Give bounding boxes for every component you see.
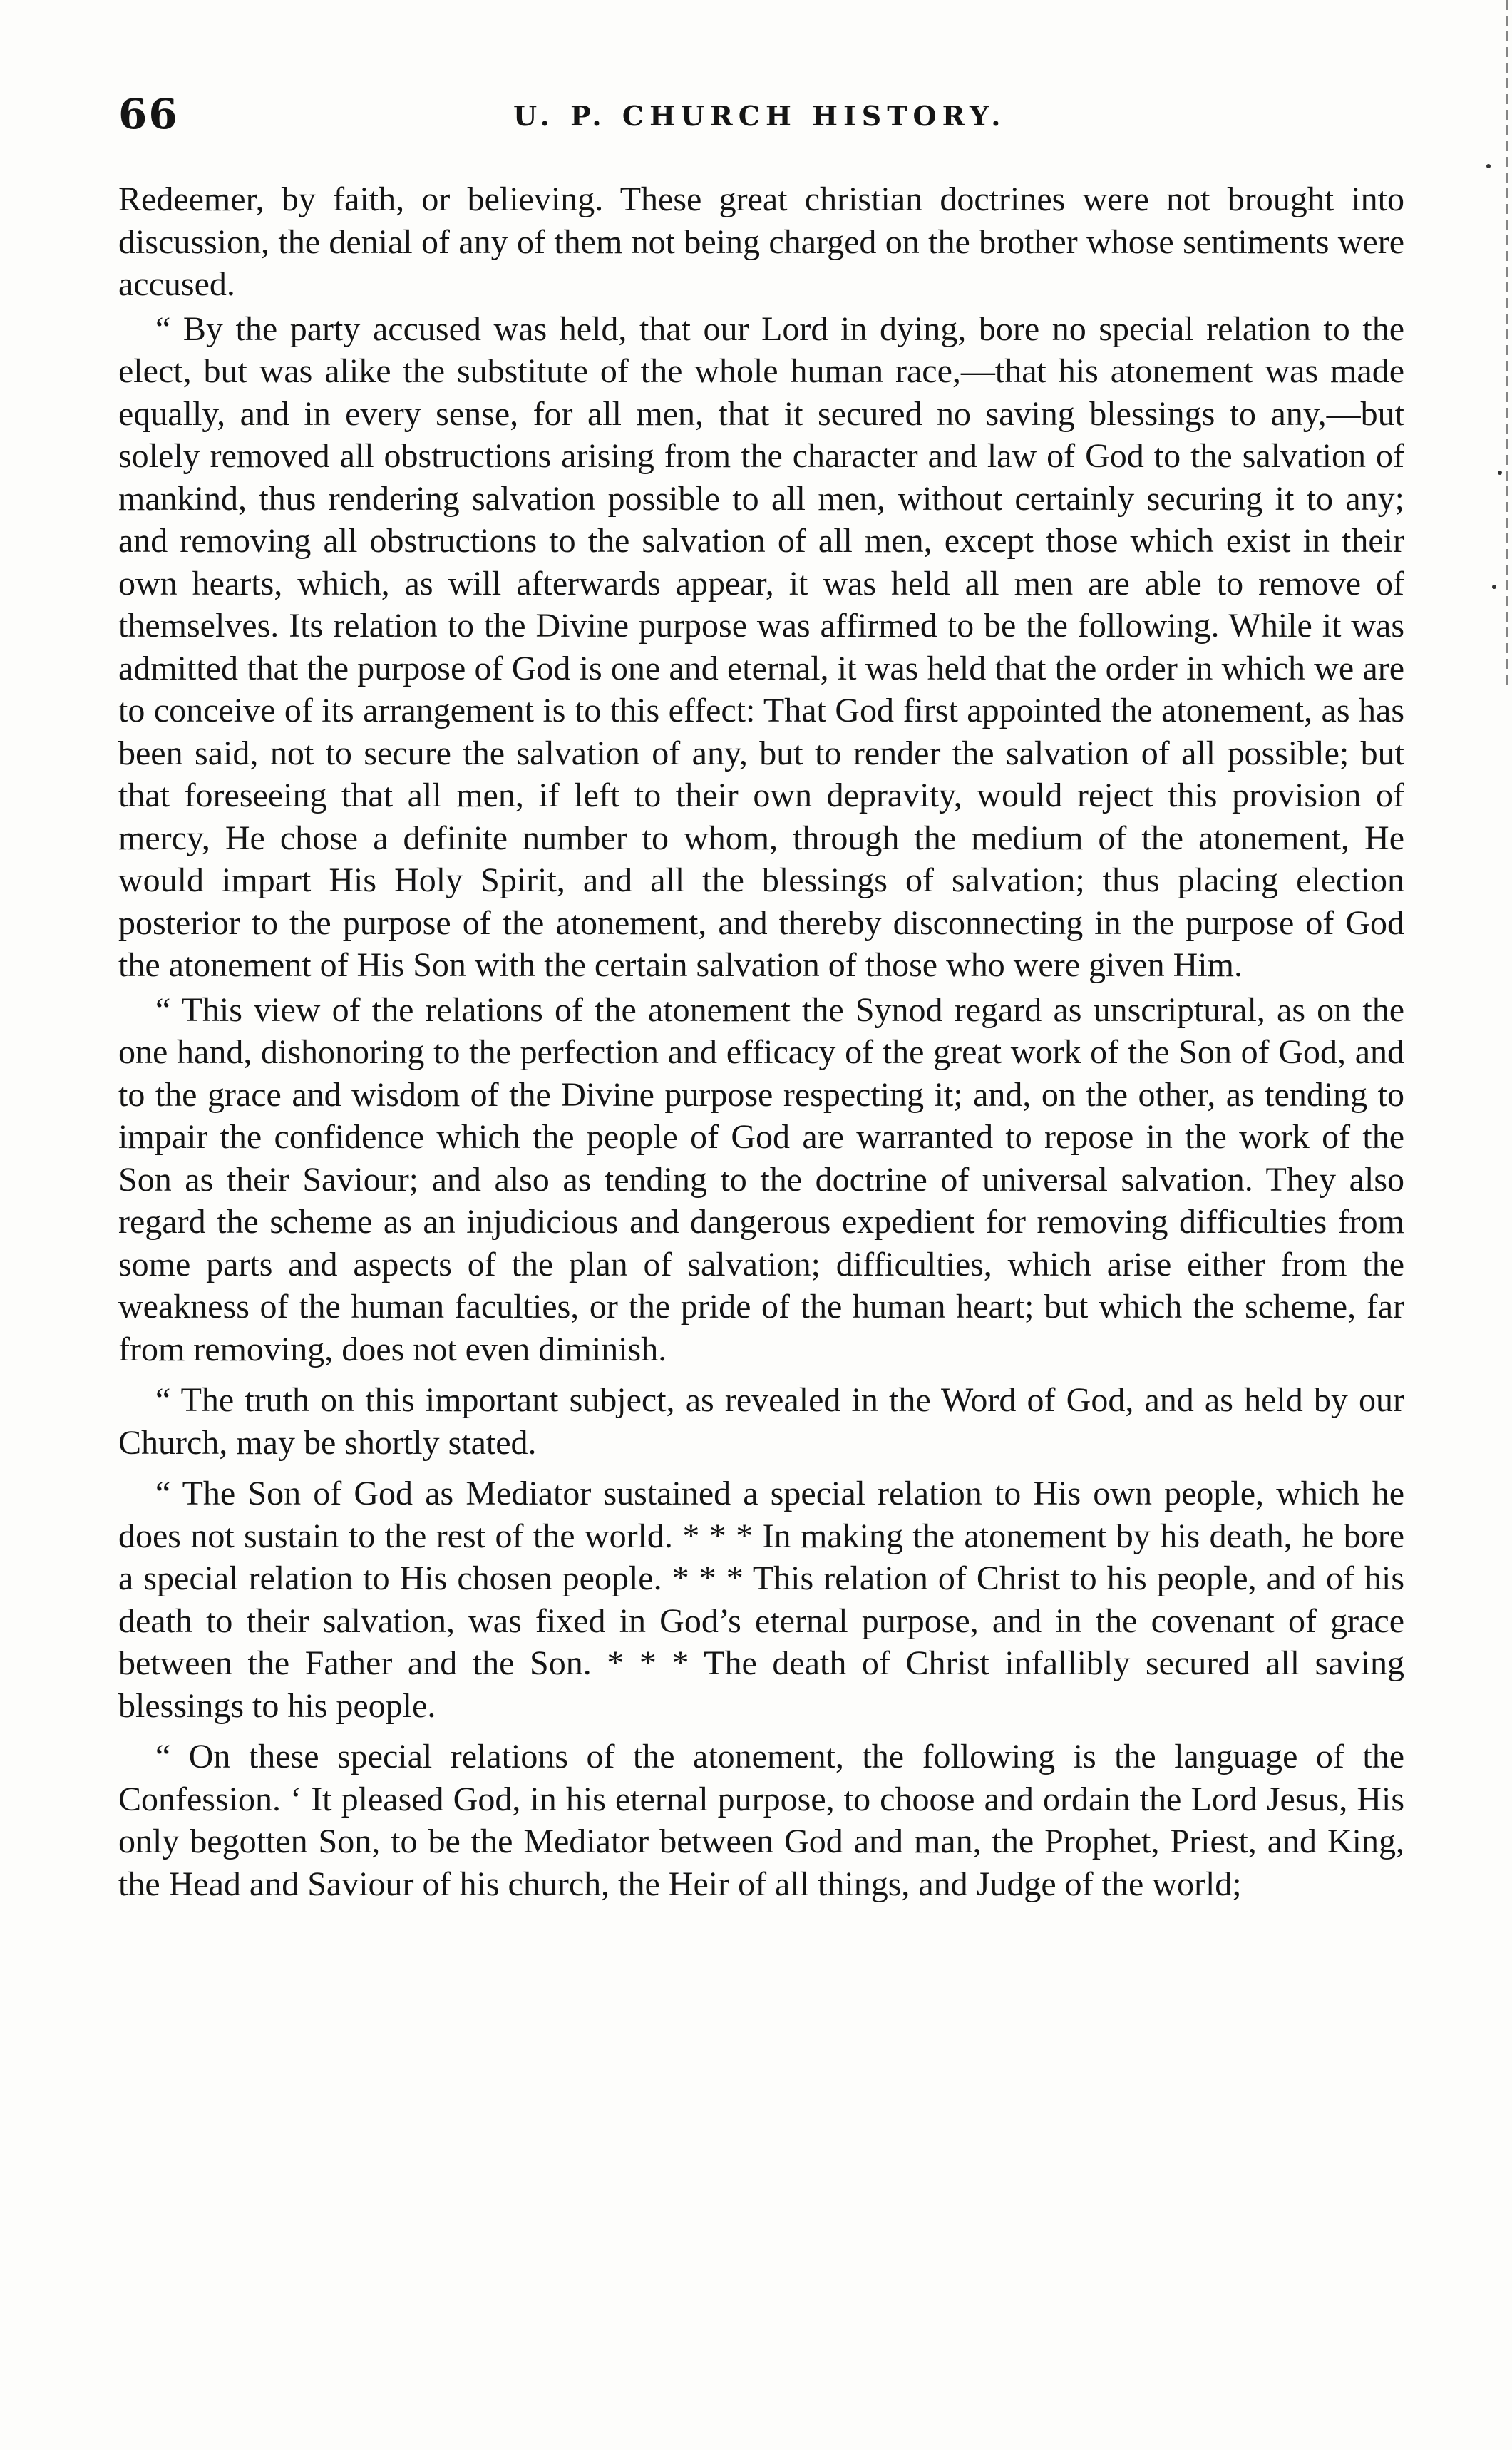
binding-edge-line [1506, 0, 1508, 685]
paragraph-continuation: Redeemer, by faith, or believing. These great christian doctrines were not brought into discussion, the denial of any of them not being charged on the brother whose sentiments were accused. [118, 180, 1404, 303]
paragraph-truth-stated: “ The truth on this important subject, as revealed in the Word of God, and as held by our Church, may be shortly stated. [118, 1381, 1404, 1462]
running-head [114, 86, 1397, 143]
paragraph-son-of-god-mediator: “ The Son of God as Mediator sustained a special relation to His own people, which he does not sustain to the rest of the world. * * * In making the atonement by his death, he bore a special relation to His chosen people. * * * This relation of Christ to his people, and of his death to their salvation, was fixed in God’s eternal purpose, and in the covenant of grace between the Father and the Son. * * * The death of Christ infallibly secured all saving blessings to his people. [118, 1475, 1404, 1725]
paragraph-accused-views: “ By the party accused was held, that our Lord in dying, bore no special relation to the elect, but was alike the substitute of the whole human race,—that his atonement was made equally, and in every sense, for all men, that it secured no saving blessings to any,—but solely removed all obstructions arising from the character and law of God to the salvation of mankind, thus rendering salvation possible to all men, without certainly securing it to any; and removing all obstructions to the salvation of all men, except those which exist in their own hearts, which, as will afterwards appear, it was held all men are able to remove of themselves. Its relation to the Divine purpose was affirmed to be the following. While it was admitted that the purpose of God is one and eternal, it was held that the order in which we are to conceive of its arrangement is to this effect: That God first appointed the atonement, as has been said, not to secure the salvation of any, but to render the salvation of all possible; but that foreseeing that all men, if left to their own depravity, would reject this provision of mercy, He chose a definite number to whom, through the medium of the atonement, He would impart His Holy Spirit, and all the blessings of salvation; thus placing election posterior to the purpose of the atonement, and thereby disconnecting in the purpose of God the atonement of His Son with the certain salvation of those who were given Him. [118, 309, 1404, 984]
paragraph-synod-judgment: “ This view of the relations of the atonement the Synod regard as unscriptural, as on the one hand, dishonoring to the perfection and efficacy of the great work of the Son of God, and to the grace and wisdom of the Divine purpose respecting it; and, on the other, as tending to impair the confidence which the people of God are warranted to repose in the work of the Son as their Saviour; and also as tending to the doctrine of universal salvation. They also regard the scheme as an injudicious and dangerous expedient for removing difficulties from some parts and aspects of the plan of salvation; difficulties, which arise either from the weakness of the human faculties, or the pride of the human heart; but which the scheme, far from removing, does not even diminish. [118, 990, 1404, 1368]
body-text [118, 178, 1404, 1905]
edge-speck [1486, 164, 1491, 168]
page-number: 66 [118, 90, 179, 138]
page-edge-marks [1482, 0, 1512, 713]
paragraph-confession-quote: “ On these special relations of the atonement, the following is the language of the Confession. ‘ It pleased God, in his eternal purpose, to choose and ordain the Lord Jesus, His only begotten Son, to be the Mediator between God and man, the Prophet, Priest, and King, the Head and Saviour of his church, the Heir of all things, and Judge of the world; [118, 1738, 1404, 1903]
edge-speck [1498, 471, 1502, 475]
running-title: U. P. CHURCH HISTORY. [513, 100, 1007, 132]
edge-speck [1492, 585, 1496, 589]
